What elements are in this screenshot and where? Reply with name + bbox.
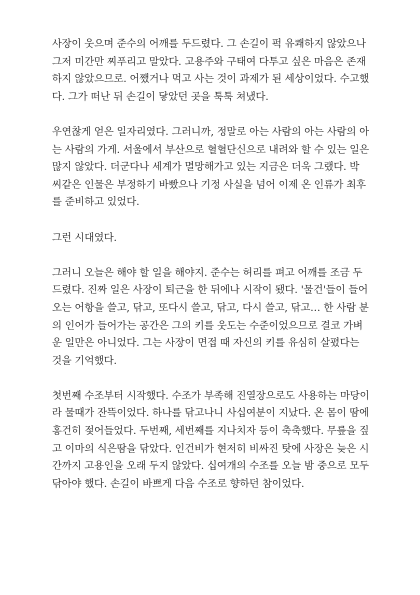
- paragraph-1: 사장이 웃으며 준수의 어깨를 두드렸다. 그 손길이 퍽 유쾌하지 않았으나 그저 미간만 찌푸리고 말았다. 고용주와 구태여 다투고 싶은 마음은 존재 하지 않았으므로. 어쨌거나 먹고 사는 것이 과제가 된 세상이었다. 수고했 다. 그가 떠난 뒤 손길이 닿았던 곳을 툭툭 쳐냈다.: [52, 39, 370, 103]
- paragraph-3: 그런 시대였다.: [52, 232, 117, 244]
- paragraph-2: 우연찮게 얻은 일자리였다. 그러니까, 정말로 아는 사람의 아는 사람의 아 는 사람의 가게. 서울에서 부산으로 혈혈단신으로 내려와 할 수 있는 일은 많지 않았다. 더군다나 세계가 멸망해가고 있는 지금은 더욱 그랬다. 박 씨같은 인물은 부정하기 바빴으나 기정 사실을 넘어 이제 온 인류가 최후 를 준비하고 있었다.: [52, 126, 370, 209]
- body-text: [52, 36, 372, 493]
- paragraph-4: 그러니 오늘은 해야 할 일을 해야지. 준수는 허리를 펴고 어깨를 조금 두 드렸다. 진짜 일은 사장이 퇴근을 한 뒤에나 시작이 됐다. '물건'들이 들어 오는 어항을 쓸고, 닦고, 또다시 쓸고, 닦고, 다시 쓸고, 닦고… 한 사람 분 의 인어가 들어가는 공간은 그의 키를 웃도는 수준이었으므로 결코 가벼 운 일만은 아니었다. 그는 사장이 면접 때 자신의 키를 유심히 살폈다는 것을 기억했다.: [52, 267, 369, 367]
- paragraph-5: 첫번째 수조부터 시작했다. 수조가 부족해 진열장으로도 사용하는 마당이 라 물때가 잔뜩이었다. 하나를 닦고나니 사십여분이 지났다. 온 몸이 땀에 홍건히 젖어들었다. 두번째, 세번째를 지나치자 등이 축축했다. 무릎을 짚 고 이마의 식은땀을 닦았다. 인건비가 현저히 비싸진 탓에 사장은 늦은 시 간까지 고용인을 오래 두지 않았다. 십여개의 수조를 오늘 밤 중으로 모두 닦아야 했다. 손길이 바쁘게 다음 수조로 향하던 참이었다.: [52, 390, 370, 490]
